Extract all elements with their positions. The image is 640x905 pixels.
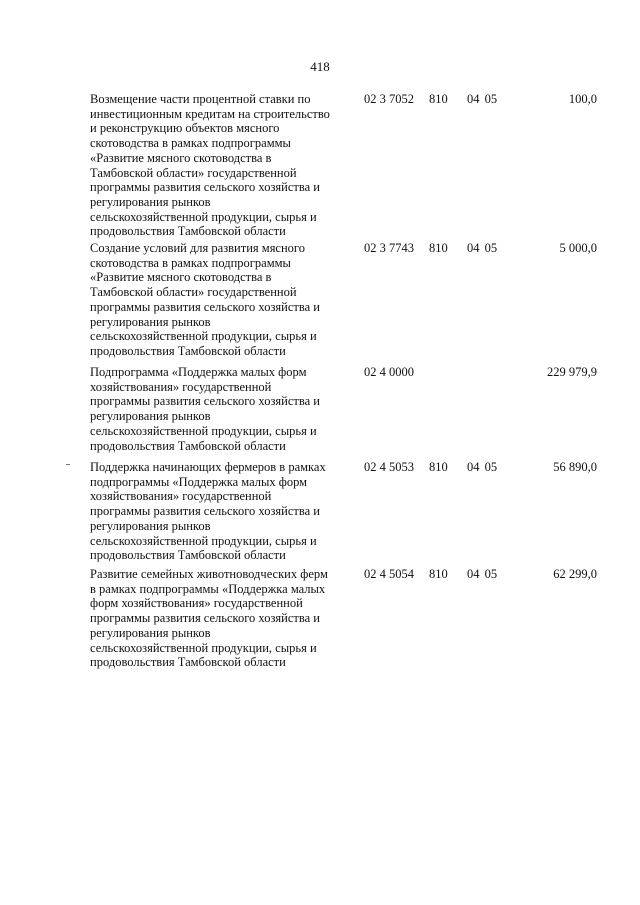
- page-number: 418: [310, 59, 330, 74]
- row-section-code: 04 05: [467, 460, 498, 474]
- row-name: Развитие семейных животноводческих ферм в рамках подпрограммы «Поддержка малых форм хозяйствования» государственной программы развития сельского хозяйства и регулирования рынков сельскохозяйственной продукции, сырья и продовольствия Тамбовской области: [90, 567, 328, 670]
- row-target-code: 02 4 5054: [364, 567, 414, 581]
- row-target-code: 02 4 5053: [364, 460, 414, 474]
- row-expense-type: 810: [429, 460, 448, 474]
- row-expense-type: 810: [429, 92, 448, 106]
- row-amount: 62 299,0: [553, 567, 597, 581]
- row-target-code: 02 3 7052: [364, 92, 414, 106]
- row-name: Возмещение части процентной ставки по инвестиционным кредитам на строительство и реконструкцию объектов мясного скотоводства в рамках подпрограммы «Развитие мясного скотоводства в Тамбовской области» государственной программы развития сельского хозяйства и регулирования рынков сельскохозяйственной продукции, сырья и продовольствия Тамбовской области: [90, 92, 330, 239]
- row-amount: 100,0: [568, 92, 597, 106]
- row-target-code: 02 4 0000: [364, 365, 414, 379]
- scan-artifact-mark: [66, 464, 70, 465]
- row-name: Поддержка начинающих фермеров в рамках подпрограммы «Поддержка малых форм хозяйствования» государственной программы развития сельского хозяйства и регулирования рынков сельскохозяйственной продукции, сырья и продовольствия Тамбовской области: [90, 460, 326, 563]
- row-amount: 56 890,0: [553, 460, 597, 474]
- row-amount: 5 000,0: [559, 241, 597, 255]
- row-target-code: 02 3 7743: [364, 241, 414, 255]
- row-section-code: 04 05: [467, 567, 498, 581]
- row-expense-type: 810: [429, 241, 448, 255]
- row-name: Подпрограмма «Поддержка малых форм хозяйствования» государственной программы развития сельского хозяйства и регулирования рынков сельскохозяйственной продукции, сырья и продовольствия Тамбовской области: [90, 365, 320, 453]
- row-section-code: 04 05: [467, 92, 498, 106]
- row-amount: 229 979,9: [547, 365, 597, 379]
- row-expense-type: 810: [429, 567, 448, 581]
- row-name: Создание условий для развития мясного скотоводства в рамках подпрограммы «Развитие мясного скотоводства в Тамбовской области» государственной программы развития сельского хозяйства и регулирования рынков сельскохозяйственной продукции, сырья и продовольствия Тамбовской области: [90, 241, 320, 358]
- row-section-code: 04 05: [467, 241, 498, 255]
